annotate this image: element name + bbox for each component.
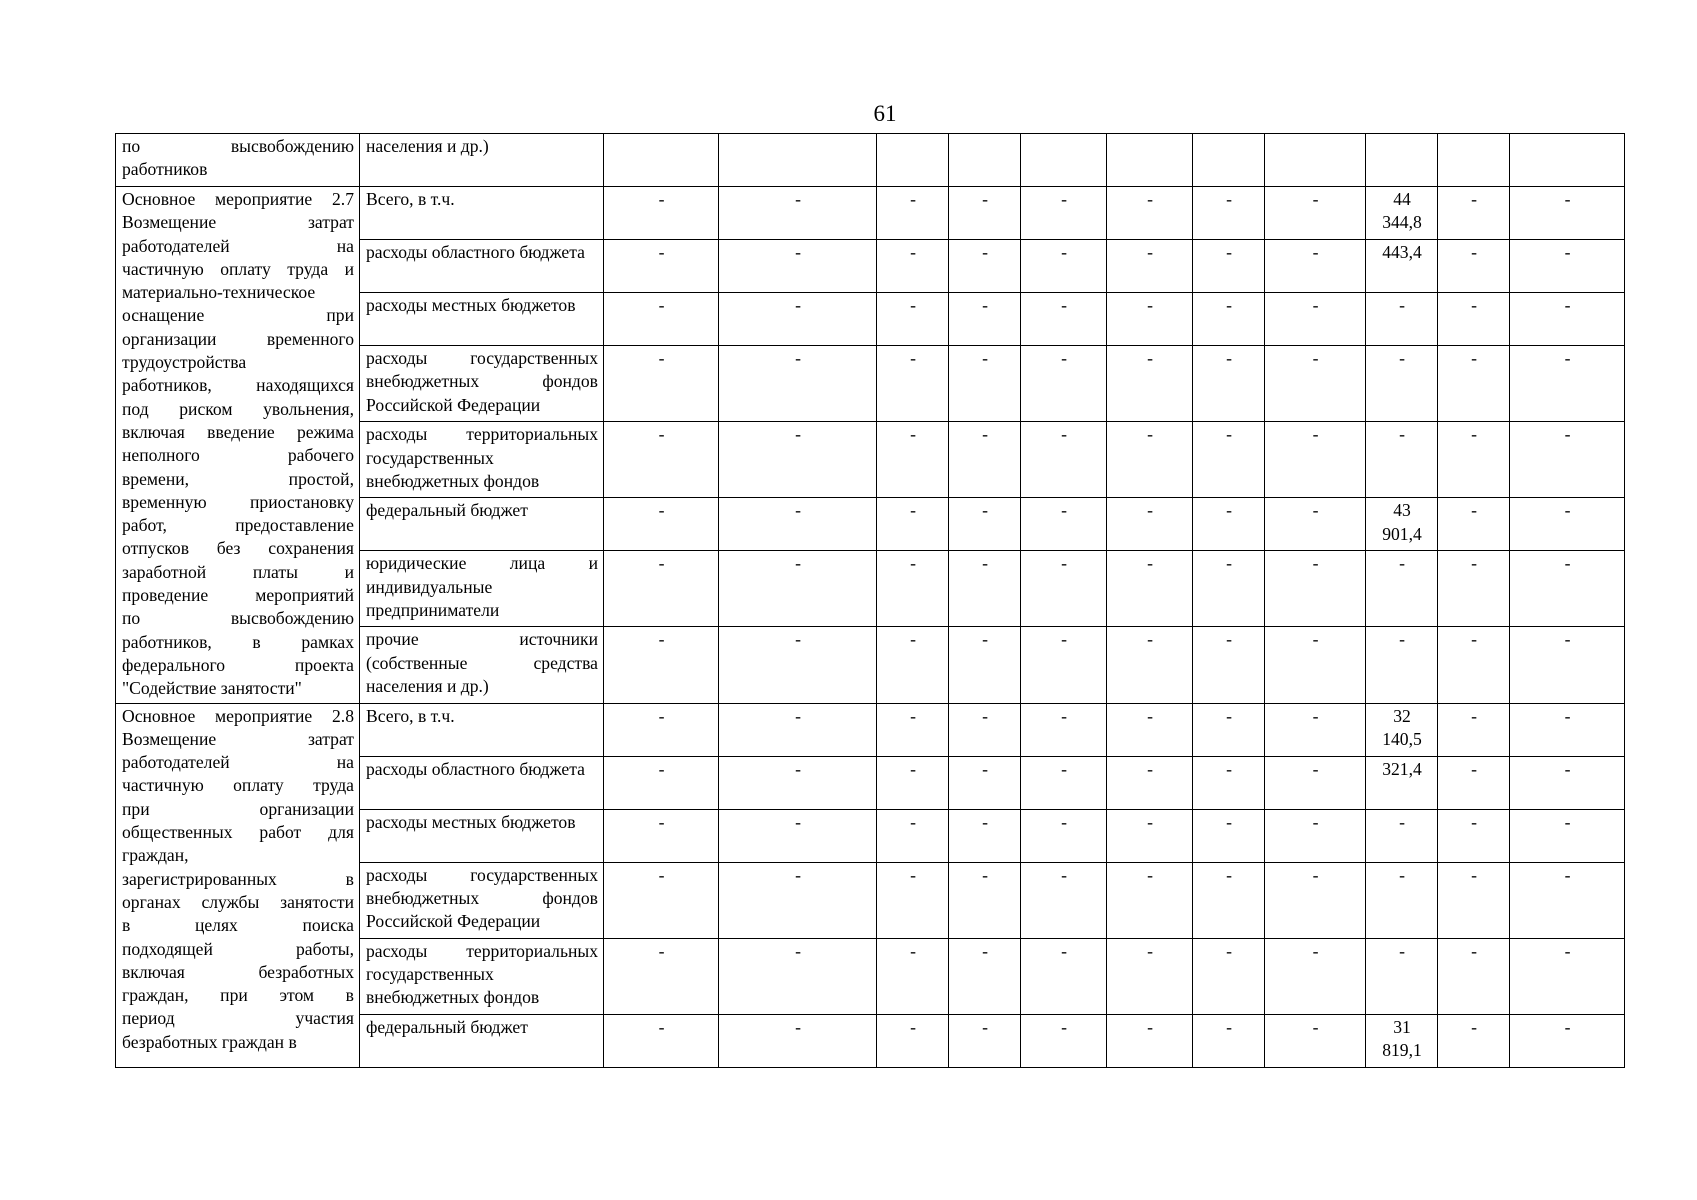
value-cell: - bbox=[1107, 293, 1193, 346]
value-cell bbox=[1265, 134, 1366, 187]
value-cell: 43 901,4 bbox=[1366, 498, 1438, 551]
activity-description-line: включая введение режима bbox=[122, 421, 354, 442]
activity-description-line: органах службы занятости bbox=[122, 891, 354, 912]
value-cell: - bbox=[1510, 187, 1625, 240]
value-cell: - bbox=[1193, 862, 1265, 938]
value-cell: - bbox=[719, 627, 877, 703]
value-cell: - bbox=[1265, 422, 1366, 498]
activity-description-line: Основное мероприятие 2.7 bbox=[122, 189, 354, 209]
value-cell: - bbox=[949, 1014, 1021, 1067]
value-cell: - bbox=[1193, 703, 1265, 756]
value-cell: - bbox=[604, 498, 719, 551]
value-cell: 443,4 bbox=[1366, 240, 1438, 293]
value-cell: - bbox=[604, 938, 719, 1014]
value-cell: - bbox=[949, 422, 1021, 498]
funding-source-cell: федеральный бюджет bbox=[360, 1014, 604, 1067]
activity-description-line: включая безработных bbox=[122, 961, 354, 982]
value-cell: - bbox=[1265, 293, 1366, 346]
value-cell: - bbox=[604, 422, 719, 498]
value-cell: - bbox=[1366, 293, 1438, 346]
funding-source-cell: населения и др.) bbox=[360, 134, 604, 187]
value-cell: - bbox=[1193, 187, 1265, 240]
activity-description-line: частичную оплату труда и bbox=[122, 258, 354, 279]
value-cell: - bbox=[1510, 627, 1625, 703]
value-cell: - bbox=[877, 422, 949, 498]
value-cell: - bbox=[1021, 756, 1107, 809]
value-cell: - bbox=[1438, 498, 1510, 551]
value-cell: - bbox=[1438, 187, 1510, 240]
value-cell: - bbox=[1438, 627, 1510, 703]
activity-description-line: организации временного bbox=[122, 328, 354, 349]
value-cell: - bbox=[1021, 627, 1107, 703]
value-cell: - bbox=[1021, 293, 1107, 346]
value-cell: - bbox=[877, 703, 949, 756]
value-cell: - bbox=[604, 703, 719, 756]
activity-description-line: граждан, bbox=[122, 845, 189, 866]
activity-description-line: по высвобождению bbox=[122, 608, 354, 629]
funding-source-cell: расходы государственных внебюджетных фондов Российской Федерации bbox=[360, 346, 604, 422]
activity-description-line: частичную оплату труда bbox=[122, 775, 354, 796]
value-cell: - bbox=[1107, 498, 1193, 551]
value-cell: - bbox=[1438, 756, 1510, 809]
funding-source-cell: прочие источники (собственные средства населения и др.) bbox=[360, 627, 604, 703]
value-cell: - bbox=[1265, 756, 1366, 809]
activity-description-line: период участия bbox=[122, 1008, 354, 1029]
value-cell: - bbox=[877, 187, 949, 240]
value-cell: - bbox=[949, 938, 1021, 1014]
table-row bbox=[116, 134, 1625, 187]
funding-source-cell: расходы областного бюджета bbox=[360, 240, 604, 293]
value-cell: - bbox=[1265, 938, 1366, 1014]
value-cell: - bbox=[1021, 187, 1107, 240]
activity-description-line: работников, находящихся bbox=[122, 375, 354, 396]
activity-description-line: заработной платы и bbox=[122, 561, 354, 582]
value-cell: - bbox=[1021, 809, 1107, 862]
value-cell: - bbox=[604, 346, 719, 422]
value-cell: - bbox=[719, 498, 877, 551]
value-cell bbox=[1021, 134, 1107, 187]
value-cell: - bbox=[1438, 809, 1510, 862]
value-cell: - bbox=[949, 346, 1021, 422]
value-cell: - bbox=[1107, 422, 1193, 498]
value-cell: - bbox=[1510, 938, 1625, 1014]
value-cell: - bbox=[1510, 551, 1625, 627]
value-cell: - bbox=[604, 862, 719, 938]
value-cell: - bbox=[1510, 293, 1625, 346]
value-cell: - bbox=[1265, 627, 1366, 703]
value-cell bbox=[1193, 134, 1265, 187]
value-cell: - bbox=[1366, 862, 1438, 938]
value-cell: - bbox=[1107, 938, 1193, 1014]
value-cell: - bbox=[1510, 1014, 1625, 1067]
value-cell: - bbox=[877, 551, 949, 627]
funding-source-cell: Всего, в т.ч. bbox=[360, 187, 604, 240]
value-cell: - bbox=[1193, 422, 1265, 498]
activity-description-line: отпусков без сохранения bbox=[122, 538, 354, 559]
value-cell: - bbox=[1438, 1014, 1510, 1067]
value-cell: - bbox=[719, 187, 877, 240]
value-cell: - bbox=[1107, 627, 1193, 703]
value-cell: - bbox=[604, 187, 719, 240]
value-cell: - bbox=[1021, 551, 1107, 627]
activity-description-line: граждан, при этом в bbox=[122, 985, 354, 1006]
table-row bbox=[116, 187, 1625, 240]
value-cell: - bbox=[1265, 551, 1366, 627]
value-cell: 44 344,8 bbox=[1366, 187, 1438, 240]
funding-source-cell: Всего, в т.ч. bbox=[360, 703, 604, 756]
value-cell: - bbox=[1438, 240, 1510, 293]
budget-table bbox=[115, 133, 1625, 1068]
funding-source-cell: расходы территориальных государственных внебюджетных фондов bbox=[360, 422, 604, 498]
funding-source-cell: расходы областного бюджета bbox=[360, 756, 604, 809]
activity-description-line: работ, предоставление bbox=[122, 515, 354, 536]
value-cell: - bbox=[1193, 938, 1265, 1014]
value-cell: - bbox=[604, 756, 719, 809]
funding-source-cell: расходы местных бюджетов bbox=[360, 809, 604, 862]
value-cell: - bbox=[1021, 938, 1107, 1014]
value-cell: - bbox=[877, 627, 949, 703]
value-cell: - bbox=[1107, 187, 1193, 240]
value-cell: - bbox=[1193, 756, 1265, 809]
activity-description bbox=[116, 703, 360, 1067]
value-cell bbox=[1366, 134, 1438, 187]
value-cell: - bbox=[877, 498, 949, 551]
activity-description-line: под риском увольнения, bbox=[122, 398, 354, 419]
value-cell: - bbox=[719, 293, 877, 346]
value-cell: - bbox=[949, 498, 1021, 551]
value-cell: - bbox=[1193, 551, 1265, 627]
value-cell: - bbox=[1438, 422, 1510, 498]
value-cell: - bbox=[1107, 1014, 1193, 1067]
value-cell: - bbox=[1193, 240, 1265, 293]
value-cell: - bbox=[719, 756, 877, 809]
activity-description-continued: по высвобождению работников bbox=[116, 134, 360, 187]
value-cell: - bbox=[949, 187, 1021, 240]
activity-description-line: времени, простой, bbox=[122, 468, 354, 489]
value-cell: - bbox=[1510, 422, 1625, 498]
value-cell: - bbox=[1021, 346, 1107, 422]
value-cell: - bbox=[1107, 240, 1193, 293]
value-cell: 31 819,1 bbox=[1366, 1014, 1438, 1067]
value-cell: - bbox=[877, 293, 949, 346]
activity-description-line: неполного рабочего bbox=[122, 445, 354, 466]
value-cell: - bbox=[1510, 756, 1625, 809]
activity-description-line: проведение мероприятий bbox=[122, 585, 354, 606]
value-cell: - bbox=[949, 293, 1021, 346]
value-cell bbox=[1107, 134, 1193, 187]
value-cell: - bbox=[719, 551, 877, 627]
value-cell: - bbox=[1107, 703, 1193, 756]
page-number: 61 bbox=[873, 101, 897, 126]
value-cell: - bbox=[719, 240, 877, 293]
value-cell: - bbox=[949, 862, 1021, 938]
value-cell: - bbox=[604, 627, 719, 703]
activity-description-line: Возмещение затрат bbox=[122, 728, 354, 749]
value-cell: - bbox=[604, 1014, 719, 1067]
value-cell: - bbox=[1438, 862, 1510, 938]
value-cell: - bbox=[1438, 346, 1510, 422]
activity-description-line: работодателей на bbox=[122, 235, 354, 256]
value-cell: - bbox=[1366, 627, 1438, 703]
value-cell bbox=[719, 134, 877, 187]
funding-source-cell: расходы местных бюджетов bbox=[360, 293, 604, 346]
value-cell: - bbox=[1193, 627, 1265, 703]
activity-description-line: федерального проекта bbox=[122, 654, 354, 675]
value-cell: - bbox=[719, 862, 877, 938]
value-cell: - bbox=[949, 627, 1021, 703]
activity-description-line: общественных работ для bbox=[122, 822, 354, 843]
value-cell: - bbox=[949, 756, 1021, 809]
activity-description-line: "Содействие занятости" bbox=[122, 678, 302, 699]
value-cell: - bbox=[877, 346, 949, 422]
value-cell: - bbox=[1021, 422, 1107, 498]
value-cell bbox=[877, 134, 949, 187]
value-cell: - bbox=[1021, 498, 1107, 551]
value-cell: - bbox=[1366, 422, 1438, 498]
activity-description-line: Возмещение затрат bbox=[122, 212, 354, 233]
activity-description-line: временную приостановку bbox=[122, 491, 354, 512]
funding-source-cell: федеральный бюджет bbox=[360, 498, 604, 551]
activity-description-line: материально-техническое bbox=[122, 282, 316, 303]
value-cell: - bbox=[719, 809, 877, 862]
value-cell: - bbox=[1265, 346, 1366, 422]
value-cell: - bbox=[1265, 862, 1366, 938]
value-cell: - bbox=[1510, 862, 1625, 938]
value-cell: - bbox=[1438, 938, 1510, 1014]
value-cell: - bbox=[1193, 293, 1265, 346]
value-cell: - bbox=[1193, 1014, 1265, 1067]
value-cell: - bbox=[1510, 240, 1625, 293]
activity-description-line: при организации bbox=[122, 798, 354, 819]
activity-description-line: зарегистрированных в bbox=[122, 868, 354, 889]
budget-table-body bbox=[116, 134, 1625, 1068]
activity-description-line: трудоустройства bbox=[122, 352, 247, 373]
value-cell: - bbox=[1107, 809, 1193, 862]
value-cell: - bbox=[1510, 809, 1625, 862]
value-cell: - bbox=[877, 862, 949, 938]
value-cell: - bbox=[1265, 187, 1366, 240]
value-cell: - bbox=[1510, 498, 1625, 551]
value-cell: - bbox=[1265, 809, 1366, 862]
value-cell: - bbox=[1438, 703, 1510, 756]
funding-source-cell: расходы территориальных государственных внебюджетных фондов bbox=[360, 938, 604, 1014]
value-cell bbox=[1510, 134, 1625, 187]
value-cell: 321,4 bbox=[1366, 756, 1438, 809]
value-cell: - bbox=[877, 938, 949, 1014]
value-cell: - bbox=[1021, 703, 1107, 756]
value-cell: - bbox=[604, 240, 719, 293]
activity-description-line: подходящей работы, bbox=[122, 938, 354, 959]
value-cell: - bbox=[1366, 938, 1438, 1014]
value-cell: - bbox=[719, 346, 877, 422]
value-cell: - bbox=[1510, 703, 1625, 756]
value-cell bbox=[949, 134, 1021, 187]
value-cell: - bbox=[604, 809, 719, 862]
value-cell: - bbox=[719, 938, 877, 1014]
activity-description-line: Основное мероприятие 2.8 bbox=[122, 705, 354, 726]
funding-source-cell: юридические лица и индивидуальные предприниматели bbox=[360, 551, 604, 627]
value-cell: - bbox=[1107, 346, 1193, 422]
value-cell: - bbox=[1366, 346, 1438, 422]
value-cell: - bbox=[604, 293, 719, 346]
value-cell: - bbox=[1107, 756, 1193, 809]
value-cell: - bbox=[949, 240, 1021, 293]
value-cell: - bbox=[877, 809, 949, 862]
value-cell: - bbox=[719, 703, 877, 756]
value-cell bbox=[1438, 134, 1510, 187]
value-cell: - bbox=[1265, 240, 1366, 293]
value-cell: - bbox=[877, 1014, 949, 1067]
funding-source-cell: расходы государственных внебюджетных фондов Российской Федерации bbox=[360, 862, 604, 938]
activity-description-line: оснащение при bbox=[122, 305, 354, 326]
value-cell: - bbox=[719, 422, 877, 498]
value-cell: - bbox=[719, 1014, 877, 1067]
value-cell: - bbox=[1366, 551, 1438, 627]
value-cell: - bbox=[1510, 346, 1625, 422]
value-cell: - bbox=[1021, 240, 1107, 293]
value-cell: - bbox=[604, 551, 719, 627]
value-cell: - bbox=[949, 551, 1021, 627]
activity-description-line: в целях поиска bbox=[122, 915, 354, 936]
value-cell: - bbox=[1193, 809, 1265, 862]
value-cell: - bbox=[949, 703, 1021, 756]
value-cell: - bbox=[877, 756, 949, 809]
activity-description bbox=[116, 187, 360, 704]
value-cell: - bbox=[1021, 862, 1107, 938]
activity-description-line: безработных граждан в bbox=[122, 1031, 297, 1052]
value-cell: - bbox=[1265, 703, 1366, 756]
value-cell: - bbox=[1107, 862, 1193, 938]
value-cell: 32 140,5 bbox=[1366, 703, 1438, 756]
value-cell: - bbox=[1107, 551, 1193, 627]
value-cell: - bbox=[1021, 1014, 1107, 1067]
value-cell: - bbox=[949, 809, 1021, 862]
value-cell: - bbox=[1438, 293, 1510, 346]
value-cell: - bbox=[1265, 498, 1366, 551]
value-cell: - bbox=[1265, 1014, 1366, 1067]
activity-description-line: работников, в рамках bbox=[122, 631, 354, 652]
value-cell: - bbox=[877, 240, 949, 293]
activity-description-line: работодателей на bbox=[122, 752, 354, 773]
value-cell: - bbox=[1366, 809, 1438, 862]
value-cell: - bbox=[1193, 498, 1265, 551]
table-row bbox=[116, 703, 1625, 756]
value-cell bbox=[604, 134, 719, 187]
value-cell: - bbox=[1438, 551, 1510, 627]
value-cell: - bbox=[1193, 346, 1265, 422]
